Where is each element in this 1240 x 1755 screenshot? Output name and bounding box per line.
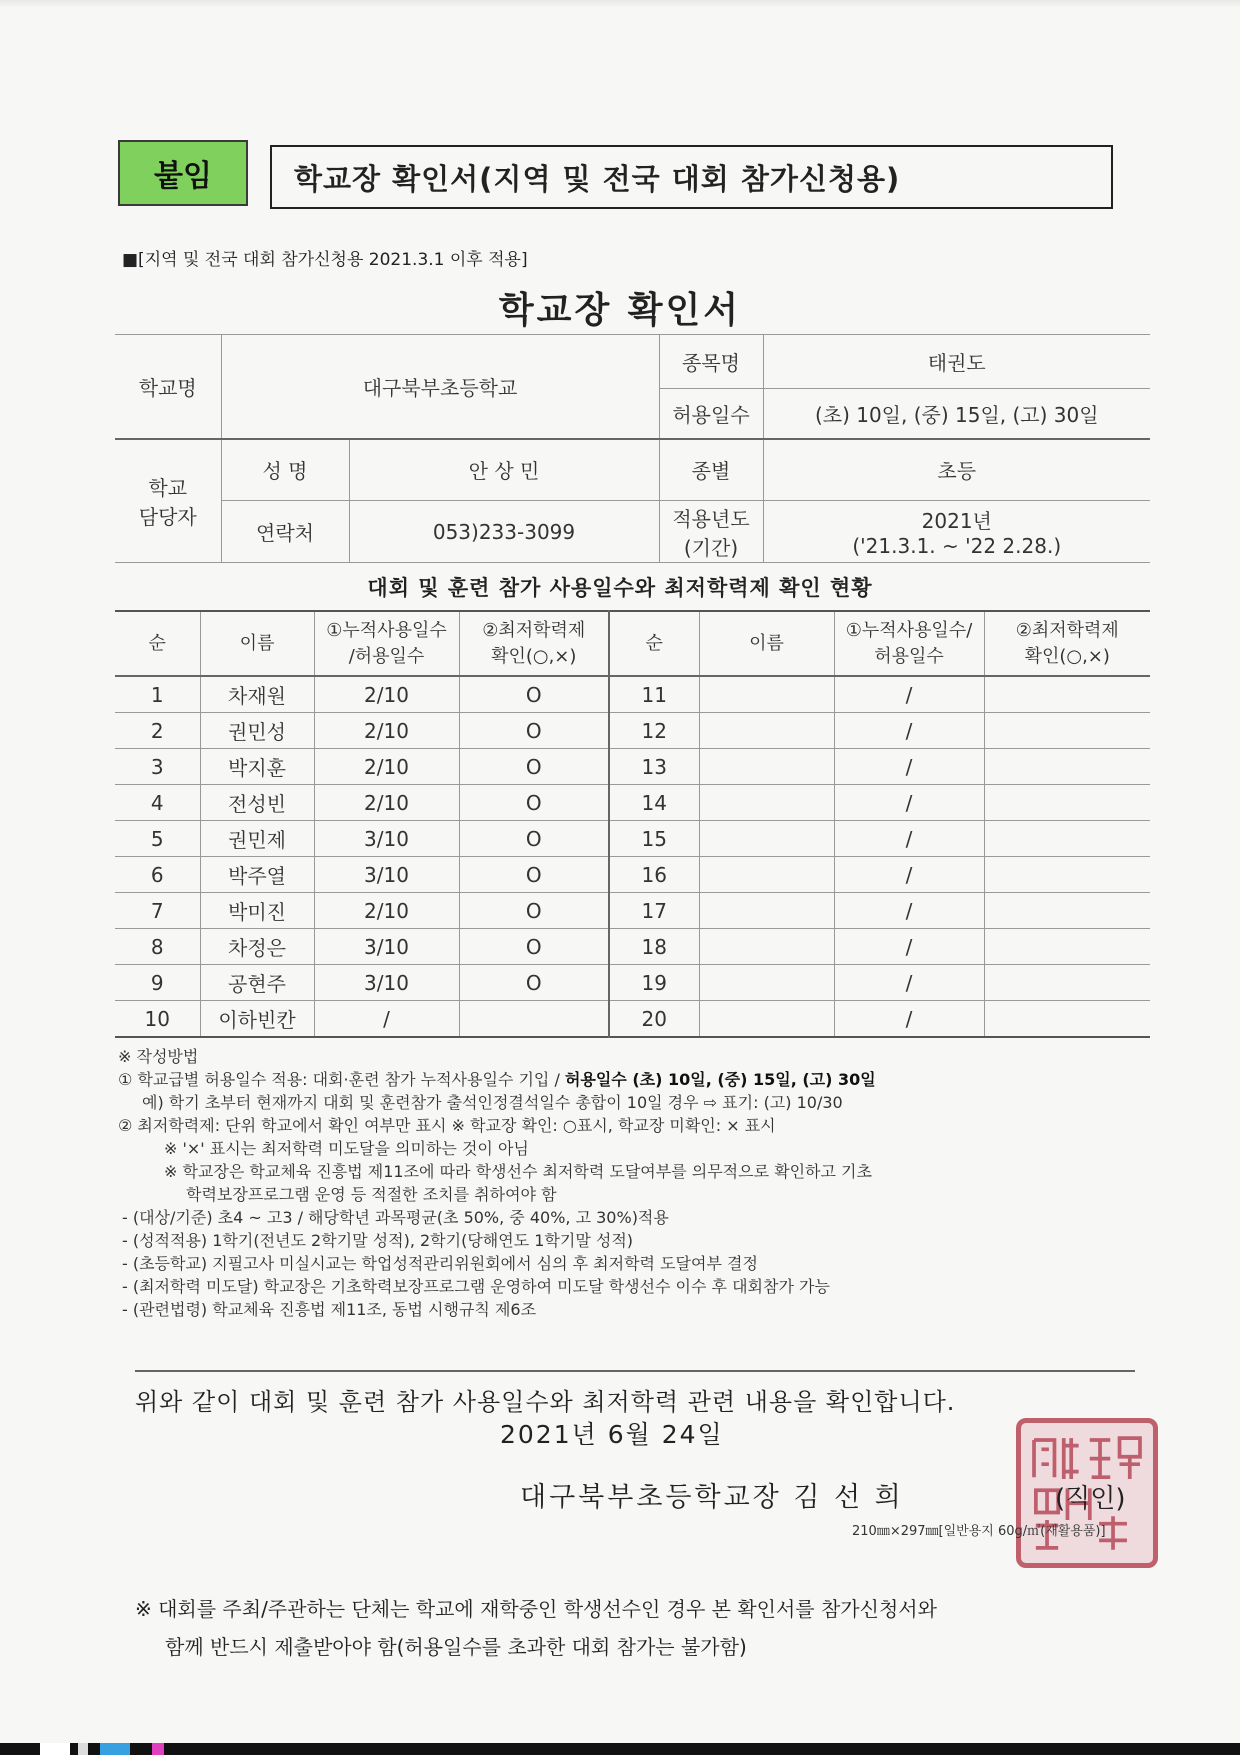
row-no-right: 13 <box>609 749 699 785</box>
row-used-days: 2/10 <box>314 785 459 821</box>
row-used-days-right: / <box>834 676 984 713</box>
manager-name-value: 안 상 민 <box>349 439 659 501</box>
guide-item-1: ① 학교급별 허용일수 적용: 대회·훈련 참가 누적사용일수 기입 / 허용일수 (초) 10일, (중) 15일, (고) 30일 <box>118 1070 876 1089</box>
row-min-academic: O <box>459 713 609 749</box>
table-row <box>115 676 1150 713</box>
row-name: 공현주 <box>200 965 314 1001</box>
manager-label: 학교 담당자 <box>115 439 221 563</box>
row-name: 권민성 <box>200 713 314 749</box>
row-name-right <box>699 785 834 821</box>
row-used-days: 3/10 <box>314 965 459 1001</box>
row-min-academic: O <box>459 821 609 857</box>
row-min-academic-right <box>984 1001 1150 1038</box>
row-name-right <box>699 676 834 713</box>
header-min-academic-right: ②최저학력제 확인(○,×) <box>984 611 1150 676</box>
row-no-right: 18 <box>609 929 699 965</box>
row-no-right: 11 <box>609 676 699 713</box>
school-info-table <box>115 334 1150 563</box>
header-name-right: 이름 <box>699 611 834 676</box>
row-min-academic: O <box>459 785 609 821</box>
row-used-days-right: / <box>834 785 984 821</box>
row-no-right: 17 <box>609 893 699 929</box>
row-no: 5 <box>115 821 200 857</box>
guide-item-2: ② 최저학력제: 단위 학교에서 확인 여부만 표시 ※ 학교장 확인: ○표시, 학교장 미확인: × 표시 <box>118 1116 776 1135</box>
paper-spec: 210㎜×297㎜[일반용지 60g/㎡(재활용품)] <box>852 1524 1106 1539</box>
allowed-days-value: (초) 10일, (중) 15일, (고) 30일 <box>763 389 1150 439</box>
row-name: 박미진 <box>200 893 314 929</box>
confirmation-statement: 위와 같이 대회 및 훈련 참가 사용일수와 최저학력 관련 내용을 확인합니다. <box>135 1370 1135 1417</box>
header-min-academic: ②최저학력제 확인(○,×) <box>459 611 609 676</box>
row-name-right <box>699 749 834 785</box>
footer-note: ※ 대회를 주최/주관하는 단체는 학교에 재학중인 학생선수인 경우 본 확인서를 참가신청서와 함께 반드시 제출받아야 함(허용일수를 초과한 대회 참가는 불가함) <box>135 1597 937 1659</box>
row-used-days: 3/10 <box>314 821 459 857</box>
row-used-days-right: / <box>834 749 984 785</box>
row-min-academic-right <box>984 821 1150 857</box>
row-name-right <box>699 929 834 965</box>
header-no: 순 <box>115 611 200 676</box>
row-used-days: 2/10 <box>314 676 459 713</box>
row-min-academic: O <box>459 893 609 929</box>
row-name: 이하빈칸 <box>200 1001 314 1038</box>
row-min-academic-right <box>984 713 1150 749</box>
row-name: 차재원 <box>200 676 314 713</box>
guide-detail: - (성적적용) 1학기(전년도 2학기말 성적), 2학기(당해연도 1학기말 성적) <box>122 1231 634 1250</box>
row-used-days: / <box>314 1001 459 1038</box>
row-used-days-right: / <box>834 821 984 857</box>
row-name-right <box>699 965 834 1001</box>
row-min-academic-right <box>984 749 1150 785</box>
row-no: 3 <box>115 749 200 785</box>
guide-detail: - (관련법령) 학교체육 진흥법 제11조, 동법 시행규칙 제6조 <box>122 1300 537 1319</box>
row-no-right: 12 <box>609 713 699 749</box>
scan-mark <box>100 1743 130 1755</box>
table-row <box>115 929 1150 965</box>
row-no-right: 14 <box>609 785 699 821</box>
table-row <box>115 965 1150 1001</box>
row-min-academic-right <box>984 785 1150 821</box>
header-name: 이름 <box>200 611 314 676</box>
row-min-academic-right <box>984 676 1150 713</box>
row-no-right: 15 <box>609 821 699 857</box>
guide-note-principal-cont: 학력보장프로그램 운영 등 적절한 조치를 취하여야 함 <box>186 1185 557 1204</box>
row-no-right: 16 <box>609 857 699 893</box>
allowed-days-label: 허용일수 <box>659 389 763 439</box>
row-min-academic-right <box>984 965 1150 1001</box>
row-no: 7 <box>115 893 200 929</box>
table-row <box>115 821 1150 857</box>
row-no: 10 <box>115 1001 200 1038</box>
row-no: 6 <box>115 857 200 893</box>
row-name-right <box>699 713 834 749</box>
contact-label: 연락처 <box>221 501 349 563</box>
row-min-academic: O <box>459 857 609 893</box>
category-label: 종별 <box>659 439 763 501</box>
guide-heading: ※ 작성방법 <box>118 1047 199 1066</box>
row-used-days-right: / <box>834 965 984 1001</box>
guide-example: 예) 학기 초부터 현재까지 대회 및 훈련참가 출석인정결석일수 총합이 10일 경우 ⇨ 표기: (고) 10/30 <box>142 1093 843 1112</box>
row-used-days: 2/10 <box>314 749 459 785</box>
issue-date: 2021년 6월 24일 <box>500 1420 724 1449</box>
attachment-badge: 붙임 <box>118 140 248 206</box>
section-title: 대회 및 훈련 참가 사용일수와 최저학력제 확인 현황 <box>367 576 873 600</box>
table-row <box>115 893 1150 929</box>
guide-detail: - (초등학교) 지필고사 미실시교는 학업성적관리위원회에서 심의 후 최저학력 도달여부 결정 <box>122 1254 758 1273</box>
writing-guide <box>118 1045 1158 1321</box>
row-used-days: 3/10 <box>314 929 459 965</box>
scan-mark <box>40 1743 70 1755</box>
row-min-academic-right <box>984 893 1150 929</box>
table-row <box>115 785 1150 821</box>
contact-value: 053)233-3099 <box>349 501 659 563</box>
row-name-right <box>699 821 834 857</box>
school-name-value: 대구북부초등학교 <box>221 335 659 439</box>
row-name: 차정은 <box>200 929 314 965</box>
row-no: 8 <box>115 929 200 965</box>
row-used-days-right: / <box>834 713 984 749</box>
row-no-right: 19 <box>609 965 699 1001</box>
row-no: 9 <box>115 965 200 1001</box>
row-min-academic-right <box>984 929 1150 965</box>
category-value: 초등 <box>763 439 1150 501</box>
header-no-right: 순 <box>609 611 699 676</box>
row-name-right <box>699 1001 834 1038</box>
row-used-days-right: / <box>834 1001 984 1038</box>
header-used-days-right: ①누적사용일수/ 허용일수 <box>834 611 984 676</box>
page-edge <box>0 0 1240 8</box>
principal-signature: 대구북부초등학교장 김 선 희 <box>520 1482 904 1513</box>
row-name-right <box>699 893 834 929</box>
table-row <box>115 749 1150 785</box>
row-used-days: 3/10 <box>314 857 459 893</box>
document-title: 학교장 확인서(지역 및 전국 대회 참가신청용) <box>270 145 1113 209</box>
seal-label: (직인) <box>1055 1484 1126 1514</box>
participant-table <box>115 610 1150 1038</box>
row-min-academic: O <box>459 965 609 1001</box>
table-row <box>115 713 1150 749</box>
scan-edge <box>0 1743 1240 1755</box>
row-min-academic-right <box>984 857 1150 893</box>
manager-name-label: 성 명 <box>221 439 349 501</box>
guide-detail: - (최저학력 미도달) 학교장은 기초학력보장프로그램 운영하여 미도달 학생선수 이수 후 대회참가 가능 <box>122 1277 830 1296</box>
row-name-right <box>699 857 834 893</box>
school-name-label: 학교명 <box>115 335 221 439</box>
guide-detail: - (대상/기준) 초4 ~ 고3 / 해당학년 과목평균(초 50%, 중 40%, 고 30%)적용 <box>122 1208 669 1227</box>
main-title: 학교장 확인서 <box>498 290 742 331</box>
application-note: ■[지역 및 전국 대회 참가신청용 2021.3.1 이후 적용] <box>122 250 528 270</box>
row-min-academic: O <box>459 749 609 785</box>
row-no-right: 20 <box>609 1001 699 1038</box>
row-no: 2 <box>115 713 200 749</box>
scan-mark <box>78 1743 88 1755</box>
table-row <box>115 1001 1150 1038</box>
row-used-days: 2/10 <box>314 713 459 749</box>
scan-mark <box>152 1743 164 1755</box>
header-used-days: ①누적사용일수 /허용일수 <box>314 611 459 676</box>
row-min-academic: O <box>459 676 609 713</box>
sport-value: 태권도 <box>763 335 1150 389</box>
apply-year-value: 2021년 ('21.3.1. ~ '22 2.28.) <box>763 501 1150 563</box>
row-no: 4 <box>115 785 200 821</box>
row-used-days-right: / <box>834 929 984 965</box>
guide-note-principal: ※ 학교장은 학교체육 진흥법 제11조에 따라 학생선수 최저학력 도달여부를 의무적으로 확인하고 기초 <box>164 1162 872 1181</box>
row-no: 1 <box>115 676 200 713</box>
apply-year-label: 적용년도 (기간) <box>659 501 763 563</box>
row-used-days-right: / <box>834 893 984 929</box>
row-min-academic <box>459 1001 609 1038</box>
sport-label: 종목명 <box>659 335 763 389</box>
guide-note-x: ※ '×' 표시는 최저학력 미도달을 의미하는 것이 아님 <box>164 1139 529 1158</box>
row-name: 권민제 <box>200 821 314 857</box>
row-name: 박주열 <box>200 857 314 893</box>
table-row <box>115 857 1150 893</box>
row-name: 박지훈 <box>200 749 314 785</box>
row-min-academic: O <box>459 929 609 965</box>
row-used-days-right: / <box>834 857 984 893</box>
row-used-days: 2/10 <box>314 893 459 929</box>
row-name: 전성빈 <box>200 785 314 821</box>
